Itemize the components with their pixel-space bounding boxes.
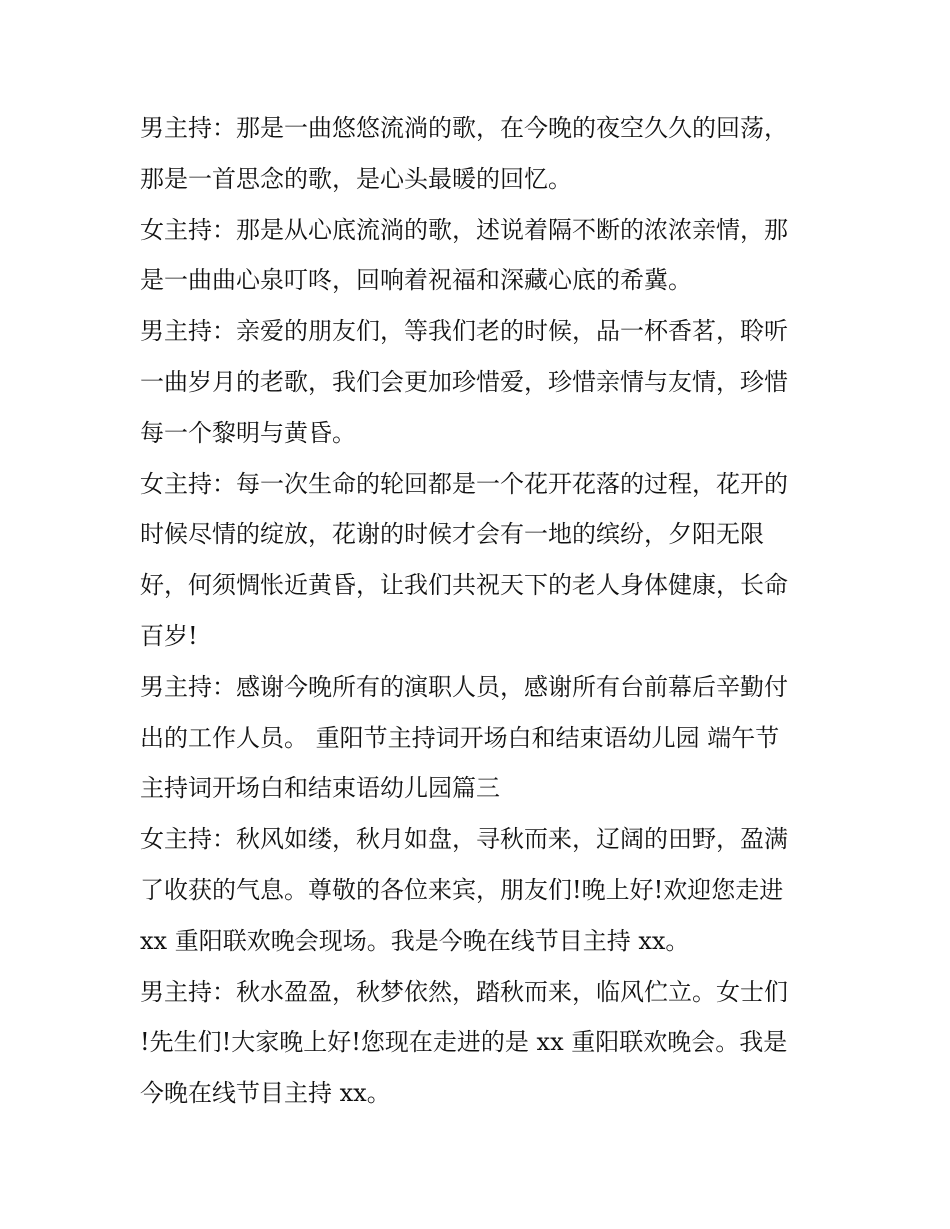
text-line: 时候尽情的绽放，花谢的时候才会有一地的缤纷，夕阳无限 xyxy=(140,520,764,549)
text-line: 百岁! xyxy=(140,621,198,650)
paragraph-1 xyxy=(140,103,820,205)
paragraph-2 xyxy=(140,205,820,307)
text-line: 女主持：秋风如缕，秋月如盘，寻秋而来，辽阔的田野，盈满 xyxy=(140,825,788,854)
text-line: 女主持：每一次生命的轮回都是一个花开花落的过程，花开的 xyxy=(140,469,788,498)
paragraph-6 xyxy=(140,814,820,966)
document-body xyxy=(140,103,820,1119)
text-line: 女主持：那是从心底流淌的歌，述说着隔不断的浓浓亲情，那 xyxy=(140,215,788,244)
text-line: 男主持：秋水盈盈，秋梦依然，踏秋而来，临风伫立。女士们 xyxy=(140,977,788,1006)
text-line: 出的工作人员。 重阳节主持词开场白和结束语幼儿园 端午节 xyxy=(140,723,780,752)
paragraph-4 xyxy=(140,459,820,662)
text-line: 一曲岁月的老歌，我们会更加珍惜爱，珍惜亲情与友情，珍惜 xyxy=(140,367,788,396)
text-line: !先生们!大家晚上好!您现在走进的是 xx 重阳联欢晚会。我是 xyxy=(140,1028,788,1057)
paragraph-7 xyxy=(140,967,820,1119)
text-line: 了收获的气息。尊敬的各位来宾，朋友们!晚上好!欢迎您走进 xyxy=(140,875,784,904)
text-line: 每一个黎明与黄昏。 xyxy=(140,418,356,447)
text-line: 今晚在线节目主持 xx。 xyxy=(140,1079,391,1108)
text-line: 是一曲曲心泉叮咚，回响着祝福和深藏心底的希冀。 xyxy=(140,266,692,295)
text-line: 好，何须惆怅近黄昏，让我们共祝天下的老人身体健康，长命 xyxy=(140,571,788,600)
text-line: xx 重阳联欢晚会现场。我是今晚在线节目主持 xx。 xyxy=(140,926,690,955)
text-line: 男主持：那是一曲悠悠流淌的歌，在今晚的夜空久久的回荡， xyxy=(140,114,788,142)
text-line: 男主持：感谢今晚所有的演职人员，感谢所有台前幕后辛勤付 xyxy=(140,672,788,701)
text-line: 那是一首思念的歌，是心头最暖的回忆。 xyxy=(140,164,572,193)
paragraph-3 xyxy=(140,306,820,458)
paragraph-5 xyxy=(140,662,820,814)
text-line: 男主持：亲爱的朋友们，等我们老的时候，品一杯香茗，聆听 xyxy=(140,317,788,346)
text-line: 主持词开场白和结束语幼儿园篇三 xyxy=(140,774,500,803)
